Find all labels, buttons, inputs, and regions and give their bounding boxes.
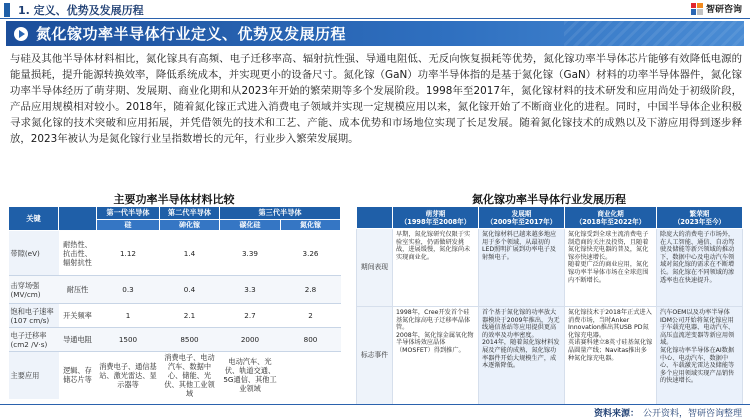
cell-value: 0.4 [160,276,220,304]
table-row [357,307,743,405]
cell-value: 2000 [220,328,281,352]
row-property: 导通电阻 [59,328,97,352]
logo-icon [691,3,703,15]
top-divider [0,18,750,19]
cell-value: 3.3 [220,276,281,304]
right-table-title: 氮化镓功率半导体行业发展历程 [472,193,626,206]
cell-text: 1998年，Cree开发首个硅基氮化镓高电子迁移率晶体管。 2008年，氮化镓金属氧化物半导体场效应晶体（MOSFET）得到推广。 [393,307,479,405]
row-label: 击穿场强(MV/cm) [9,276,59,304]
material-comparison-table [8,206,341,399]
row-label: 主要应用 [9,352,59,399]
cell-text: 汽车OEM以及功率半导体IDM公司开始将氮化镓应用于车载充电器、电动汽车、高压直流逆变器等新应用领域。 氮化镓功率半导体在AI数据中心、电动汽车、数据中心、车载激光雷达及储能等多个应用领域实现产品销售的快速增长。 [657,307,743,405]
cell-value [281,352,341,399]
col-header-commercial: 商业化期 （2018年至2022年） [565,207,657,229]
col-header-prosperity: 繁荣期 （2023年至今） [657,207,743,229]
cell-value: 1500 [97,328,160,352]
cell-value: 3.26 [281,231,341,276]
row-label: 电子迁移率(cm2 /V·s) [9,328,59,352]
source-text: 公开资料，智研咨询整理 [642,409,742,419]
cell-value: 3.39 [220,231,281,276]
cell-value: 2 [281,304,341,328]
cell-value: 消费电子、电动汽车、数据中心、储能、光伏、其他工业领域 [160,352,220,399]
top-bar [0,0,750,19]
row-property: 开关频率 [59,304,97,328]
table-row [357,229,743,307]
page-title: 氮化镓功率半导体行业定义、优势及发展历程 [36,25,347,43]
cell-value: 8500 [160,328,220,352]
table-row [9,304,341,328]
row-property: 逻辑、存储芯片等 [59,352,97,399]
sub-header-gan: 氮化镓 [281,220,341,231]
cell-value: 800 [281,328,341,352]
cell-value: 0.3 [97,276,160,304]
title-banner [6,21,744,46]
cell-text: 首个基于氮化镓的功率放大器模块于2009年推出，为无线通信基站等应用提供更高的效率及功率密度。 2014年，随着氮化镓材料发展及产能的成熟，氮化镓功率器件开始大规模生产，成本逐渐降低。 [479,307,565,405]
cell-text: 氮化镓受到全球主流消费电子制造商的关注及投资，且随着氮化镓快充电器的普及，氮化镓亦快速增长。 随着更广泛的商业应用，氮化镓功率半导体市场在全球范围内不断增长。 [565,229,657,307]
sub-header-gaas: 砷化镓 [160,220,220,231]
table-row [9,276,341,304]
cell-value: 1.4 [160,231,220,276]
cell-value: 1 [97,304,160,328]
col-header-germination: 萌芽期 （1998年至2008年） [393,207,479,229]
cell-value: 2.8 [281,276,341,304]
cell-text: 早期，氮化镓研究仅限于实验室实验，仍需做研发挑战，进展缓慢，氮化镓尚未实现商业化。 [393,229,479,307]
col-header-blank [59,207,97,231]
play-icon [14,27,28,41]
row-label: 标志事件 [357,307,393,405]
cell-value: 电动汽车、光伏、轨道交通、5G通信、其他工业领域 [220,352,281,399]
cell-text: 氮化镓技术于2018年正式进入消费市场，当时Anker Innovation推出其USB PD氮化镓充电器。 英诺赛科建立8英寸硅基氮化镓晶圆量产线；Navitas推出多种氮化镓充电器。 [565,307,657,405]
development-history-table [356,206,743,405]
row-label: 带隙(eV) [9,231,59,276]
footer-source [0,404,750,420]
intro-paragraph: 与硅及其他半导体材料相比，氮化镓具有高频、电子迁移率高、辐射抗性强、导通电阻低、无反向恢复损耗等优势，氮化镓功率半导体芯片能够有效降低电源的能量损耗，提升能源转换效率，降低系统成本，并实现更小的设备尺寸。氮化镓（GaN）功率半导体指的是基于氮化镓（GaN）材料的功率半导体器件，氮化镓功率半导体经历了萌芽期、发展期、商业化期和从2023年开始的繁荣期等多个发展阶段。1998年至2017年，氮化镓材料的技术研发和应用尚处于初级阶段，产品应用规模相对较小。2018年，随着氮化镓正式进入消费电子领域并实现一定规模应用以来，氮化镓开始了不断商业化的进程。同时，中国半导体企业积极寻求氮化镓的技术突破和应用拓展，并凭借领先的技术和工艺、产能、成本优势和市场地位实现了长足发展。随着氮化镓技术的成熟以及下游应用得到逐步释放，2023年被认为是氮化镓行业呈指数增长的元年，行业步入繁荣发展期。 [10,53,742,145]
cell-value: 2.1 [160,304,220,328]
sub-header-sic: 碳化硅 [220,220,281,231]
brand-logo [691,2,742,15]
section-title: 1. 定义、优势及发展历程 [18,3,144,17]
cell-value: 1.12 [97,231,160,276]
cell-value: 2.7 [220,304,281,328]
table-row [9,328,341,352]
sub-header-si: 硅 [97,220,160,231]
table-row [9,231,341,276]
left-table-title: 主要功率半导体材料比较 [113,193,235,206]
cell-text: 除庞大的消费电子市场外，在人工智能、通信、自动驾驶及储能等新兴领域的推动下，数据中心及电动汽车领域对氮化镓的需求在不断增长。氮化镓在不同领域的渗透率也在快速提升。 [657,229,743,307]
source-label: 资料来源： [593,409,639,419]
row-label: 期间表现 [357,229,393,307]
cell-text: 氮化镓材料已越来越多地应用于多个领域，从最初的LED照明扩展到功率电子及射频电子。 [479,229,565,307]
col-header-key: 关键 [9,207,59,231]
table-row [9,352,341,399]
section-accent [4,3,10,17]
row-label: 饱和电子速率(107 cm/s) [9,304,59,328]
banner-pattern [564,21,744,46]
col-header-blank [357,207,393,229]
col-header-gen3: 第三代半导体 [220,207,341,220]
col-header-gen2: 第二代半导体 [160,207,220,220]
col-header-development: 发展期 （2009年至2017年） [479,207,565,229]
logo-name: 智研咨询 [705,5,742,15]
cell-value: 消费电子、通信基站、激光雷达、显示器等 [97,352,160,399]
row-property: 耐热性、抗击性、辐射抗性 [59,231,97,276]
row-property: 耐压性 [59,276,97,304]
col-header-gen1: 第一代半导体 [97,207,160,220]
